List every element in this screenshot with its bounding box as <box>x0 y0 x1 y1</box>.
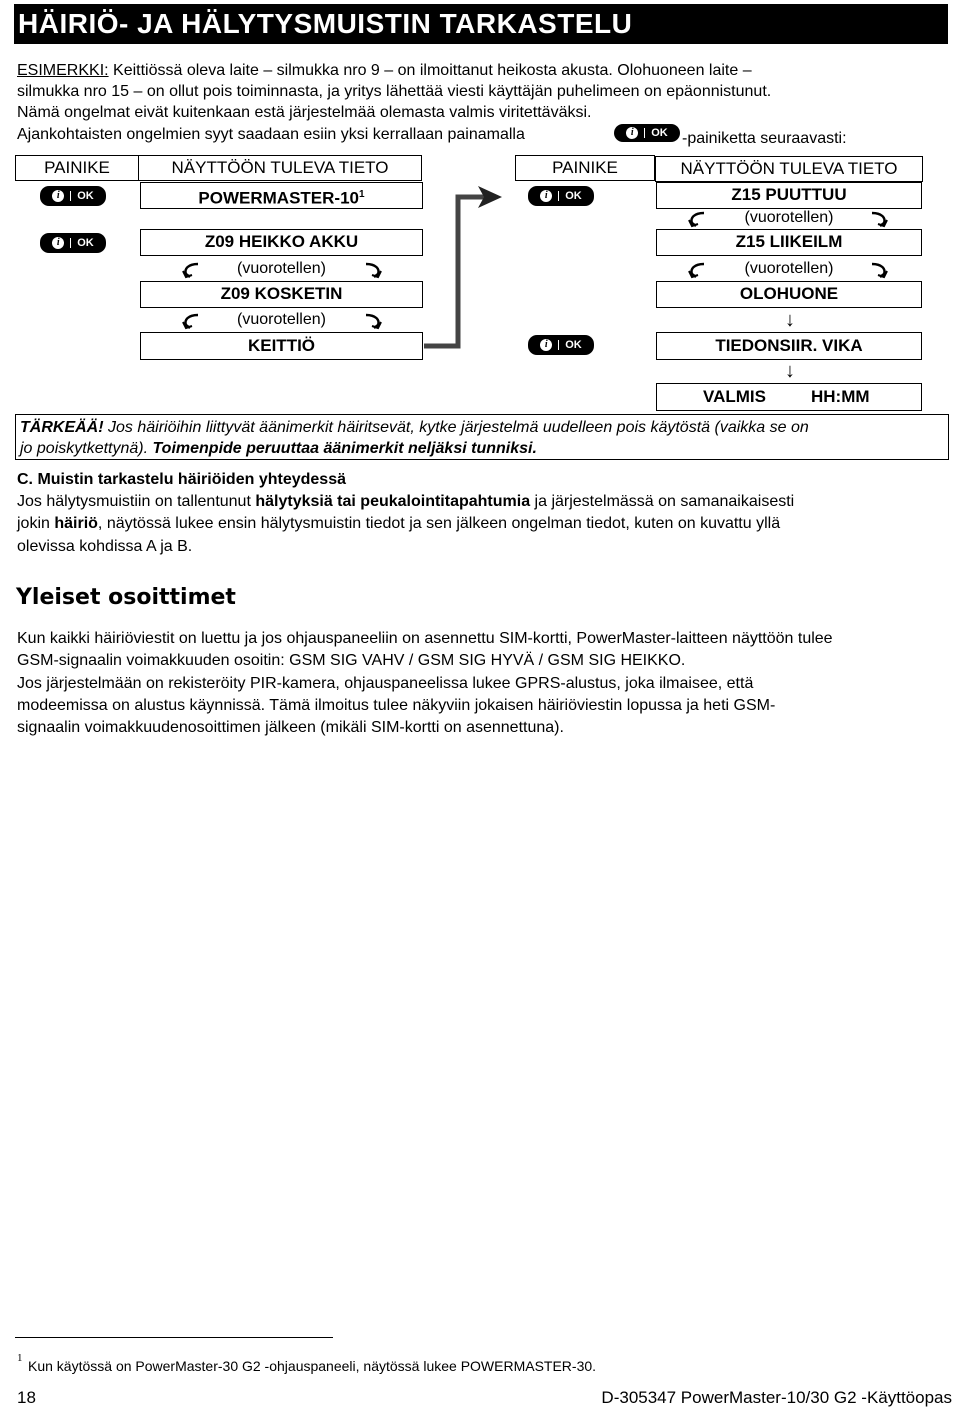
down-arrow-icon: ↓ <box>785 360 795 382</box>
powermaster-text: POWERMASTER-10 <box>198 188 359 208</box>
ok-label: OK <box>77 237 94 249</box>
curl-arrow-left-icon <box>180 261 202 279</box>
ok-label: OK <box>77 190 94 202</box>
intro-line-3: Nämä ongelmat eivät kuitenkaan estä järjestelmää olemasta valmis viritettäväksi. <box>17 104 592 121</box>
intro-line-2: silmukka nro 15 – on ollut pois toiminnasta, ja yritys lähettää viesti käyttäjän puhelimeen on epäonnistunut. <box>17 83 772 100</box>
info-icon: i <box>52 190 64 202</box>
display-powermaster <box>140 182 423 209</box>
alternating-label-2: (vuorotellen) <box>237 311 326 328</box>
intro-line-4-post: -painiketta seuraavasti: <box>682 130 847 147</box>
text: ja järjestelmässä on samanaikaisesti <box>530 493 795 510</box>
footnote-divider <box>15 1337 333 1338</box>
info-icon: i <box>540 339 552 351</box>
time-text: HH:MM <box>811 387 870 406</box>
curl-arrow-right-icon <box>362 261 384 279</box>
bold-text: häiriö <box>54 515 98 532</box>
display-olohuone: OLOHUONE <box>656 281 922 308</box>
curl-arrow-left-icon <box>686 210 708 228</box>
curl-arrow-right-icon <box>868 210 890 228</box>
general-line-2: GSM-signaalin voimakkuuden osoitin: GSM SIG VAHV / GSM SIG HYVÄ / GSM SIG HEIKKO. <box>17 652 686 669</box>
ok-label: OK <box>565 339 582 351</box>
important-notice <box>15 414 949 460</box>
ok-label: OK <box>565 190 582 202</box>
intro-line-4-pre: Ajankohtaisten ongelmien syyt saadaan esiin yksi kerrallaan painamalla <box>17 126 525 143</box>
text: , näytössä lukee ensin hälytysmuistin tiedot ja sen jälkeen ongelman tiedot, kuten on kuvattu yllä <box>97 515 781 532</box>
display-z15-puuttuu: Z15 PUUTTUU <box>656 182 922 209</box>
alternating-label-1: (vuorotellen) <box>237 260 326 277</box>
display-z15-liikeilm: Z15 LIIKEILM <box>656 229 922 256</box>
display-valmis <box>656 383 922 411</box>
info-icon: i <box>540 190 552 202</box>
curl-arrow-right-icon <box>868 261 890 279</box>
general-line-1: Kun kaikki häiriöviestit on luettu ja jos ohjauspaneeliin on asennettu SIM-kortti, PowerMaster-laitteen näyttöön tulee <box>17 630 833 647</box>
curl-arrow-right-icon <box>362 312 384 330</box>
important-bold: Toimenpide peruuttaa äänimerkit neljäksi tunniksi. <box>152 440 537 457</box>
alternating-label-3: (vuorotellen) <box>744 209 834 226</box>
alternating-label-4: (vuorotellen) <box>744 260 834 277</box>
display-keittio: KEITTIÖ <box>140 332 423 360</box>
flow-arrow-icon <box>424 180 514 365</box>
section-general-title: Yleiset osoittimet <box>16 585 236 610</box>
example-label: ESIMERKKI: <box>17 62 109 79</box>
info-ok-button-1 <box>40 186 106 206</box>
footnote-text: Kun käytössä on PowerMaster-30 G2 -ohjauspaneeli, näytössä lukee POWERMASTER-30. <box>28 1358 597 1374</box>
info-icon: i <box>52 237 64 249</box>
header-painike-right: PAINIKE <box>515 155 655 181</box>
section-c-line-1 <box>17 491 945 513</box>
curl-arrow-left-icon <box>686 261 708 279</box>
info-ok-button-2 <box>40 233 106 253</box>
section-c-line-2 <box>17 513 780 535</box>
header-painike-left: PAINIKE <box>15 155 139 181</box>
section-c-title: C. Muistin tarkastelu häiriöiden yhteydessä <box>17 471 346 488</box>
footnote-mark: 1 <box>17 1352 23 1364</box>
text: jokin <box>17 515 55 532</box>
header-tieto-right: NÄYTTÖÖN TULEVA TIETO <box>655 156 923 182</box>
important-label: TÄRKEÄÄ! <box>20 419 104 436</box>
info-icon: i <box>626 127 638 139</box>
display-tiedonsiir-vika: TIEDONSIIR. VIKA <box>656 332 922 360</box>
important-text: Jos häiriöihin liittyvät äänimerkit häiritsevät, kytke järjestelmä uudelleen pois käytöstä (vaikka se on <box>103 419 809 436</box>
curl-arrow-left-icon <box>180 312 202 330</box>
important-text-2: jo poiskytkettynä). <box>20 440 153 457</box>
intro-line-1 <box>17 60 752 82</box>
page-number: 18 <box>17 1388 36 1407</box>
down-arrow-icon: ↓ <box>785 309 795 331</box>
intro-line-1-text: Keittiössä oleva laite – silmukka nro 9 – on ilmoittanut heikosta akusta. Olohuoneen laite – <box>108 62 752 79</box>
text: Jos hälytysmuistiin on tallentunut <box>17 493 256 510</box>
info-ok-button-3 <box>528 186 594 206</box>
display-z09-kosketin: Z09 KOSKETIN <box>140 281 423 308</box>
footnote-ref: 1 <box>359 189 365 200</box>
ok-label: OK <box>651 127 668 139</box>
bold-text: hälytyksiä tai peukalointitapahtumia <box>255 493 531 510</box>
valmis-text: VALMIS <box>703 387 766 406</box>
header-tieto-left: NÄYTTÖÖN TULEVA TIETO <box>138 155 422 181</box>
section-c-line-3: olevissa kohdissa A ja B. <box>17 538 193 555</box>
info-ok-button-4 <box>528 335 594 355</box>
display-z09-heikko-akku: Z09 HEIKKO AKKU <box>140 229 423 256</box>
info-ok-button-inline <box>614 124 680 142</box>
general-line-5: signaalin voimakkuudenosoittimen jälkeen (mikäli SIM-kortti on asennettuna). <box>17 719 564 736</box>
general-line-3: Jos järjestelmään on rekisteröity PIR-kamera, ohjauspaneelissa lukee GPRS-alustus, joka ilmaisee, että <box>17 675 754 692</box>
general-line-4: modeemissa on alustus käynnissä. Tämä ilmoitus tulee näkyviin jokaisen häiriöviestin lopussa ja heti GSM- <box>17 697 776 714</box>
document-id: D-305347 PowerMaster-10/30 G2 -Käyttöopas <box>601 1388 952 1407</box>
page-title: HÄIRIÖ- JA HÄLYTYSMUISTIN TARKASTELU <box>14 4 948 44</box>
